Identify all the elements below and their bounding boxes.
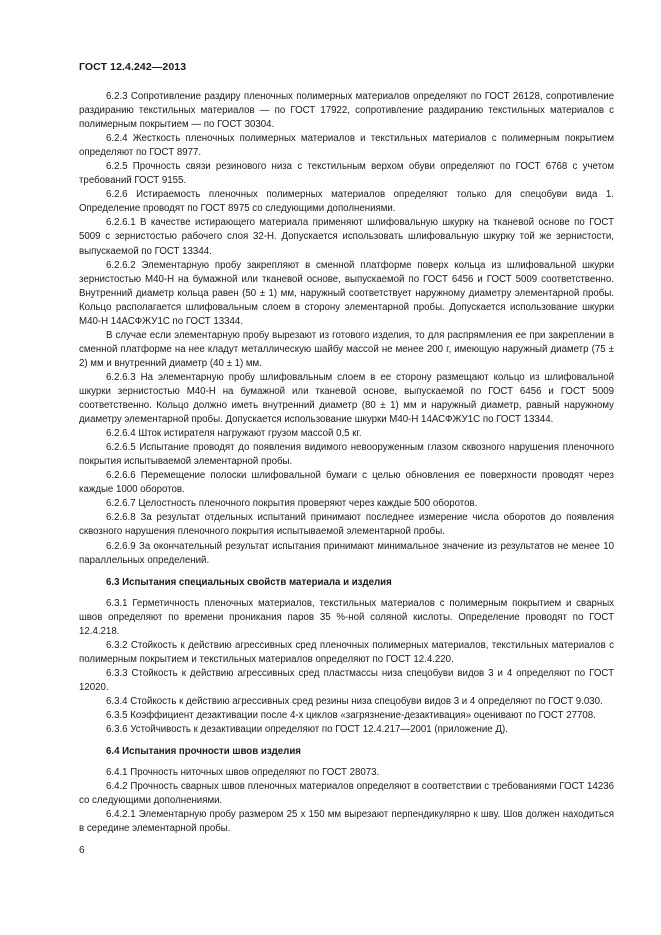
paragraph-6-2-6-4: 6.2.6.4 Шток истирателя нагружают грузом массой 0,5 кг. bbox=[106, 428, 362, 440]
paragraph-6-2-3: 6.2.3 Сопротивление раздиру пленочных полимерных материалов определяют по ГОСТ 26128, сопротивление раздиранию текстильных материалов — по ГОСТ 17922, сопротивление раздиранию текстильных материалов с полимерным покрытием — по ГОСТ 30304. bbox=[79, 91, 614, 131]
paragraph-6-4-1: 6.4.1 Прочность ниточных швов определяют по ГОСТ 28073. bbox=[106, 767, 380, 779]
document-header: ГОСТ 12.4.242—2013 bbox=[79, 61, 187, 73]
section-heading-6-4: 6.4 Испытания прочности швов изделия bbox=[106, 746, 301, 758]
paragraph-6-2-6-9: 6.2.6.9 За окончательный результат испытания принимают минимальное значение из результатов не менее 10 параллельных определений. bbox=[79, 540, 614, 566]
paragraph-6-2-5: 6.2.5 Прочность связи резинового низа с текстильным верхом обуви определяют по ГОСТ 6768 с учетом требований ГОСТ 9155. bbox=[79, 161, 614, 187]
paragraph-6-2-6-2-cont: В случае если элементарную пробу вырезают из готового изделия, то для распрямления ее при закреплении в сменной платформе на нее кладут металлическую шайбу массой не менее 200 г, имеющую наружный диаметр (75 ± 2) мм и внутренний диаметр (40 ± 1) мм. bbox=[79, 329, 614, 369]
paragraph-6-3-3: 6.3.3 Стойкость к действию агрессивных сред пластмассы низа спецобуви видов 3 и 4 определяют по ГОСТ 12020. bbox=[79, 667, 614, 693]
paragraph-6-3-6: 6.3.6 Устойчивость к дезактивации определяют по ГОСТ 12.4.217—2001 (приложение Д). bbox=[106, 724, 508, 736]
page-number: 6 bbox=[79, 845, 85, 856]
paragraph-6-3-1: 6.3.1 Герметичность пленочных материалов, текстильных материалов с полимерным покрытием и сварных швов определяют по времени проникания паров 35 %-ной соляной кислоты. Определение проводят по ГОСТ 12.4.218. bbox=[79, 597, 614, 637]
paragraph-6-3-5: 6.3.5 Коэффициент дезактивации после 4-х циклов «загрязнение-дезактивация» оценивают по ГОСТ 27708. bbox=[106, 710, 596, 722]
paragraph-6-2-6-1: 6.2.6.1 В качестве истирающего материала применяют шлифовальную шкурку на тканевой основе по ГОСТ 5009 с зернистостью рабочего слоя 32-Н. Допускается использовать шлифовальную шкурку той же зернистости, выпускаемой по ГОСТ 13344. bbox=[79, 217, 614, 257]
paragraph-6-2-6: 6.2.6 Истираемость пленочных полимерных материалов определяют только для спецобуви вида 1. Определение проводят по ГОСТ 8975 со следующими дополнениями. bbox=[79, 189, 614, 215]
paragraph-6-3-4: 6.3.4 Стойкость к действию агрессивных сред резины низа спецобуви видов 3 и 4 определяют по ГОСТ 9.030. bbox=[106, 695, 603, 707]
paragraph-6-2-4: 6.2.4 Жесткость пленочных полимерных материалов и текстильных материалов с полимерным покрытием определяют по ГОСТ 8977. bbox=[79, 133, 614, 159]
paragraph-6-2-6-5: 6.2.6.5 Испытание проводят до появления видимого невооруженным глазом сквозного нарушения пленочного покрытия испытываемой элементарной пробы. bbox=[79, 442, 614, 468]
paragraph-6-2-6-6: 6.2.6.6 Перемещение полоски шлифовальной бумаги с целью обновления ее поверхности проводят через каждые 1000 оборотов. bbox=[79, 470, 614, 496]
section-heading-6-3: 6.3 Испытания специальных свойств материала и изделия bbox=[106, 576, 392, 588]
paragraph-6-4-2: 6.4.2 Прочность сварных швов пленочных материалов определяют в соответствии с требованиями ГОСТ 14236 со следующими дополнениями. bbox=[79, 781, 614, 807]
document-body bbox=[79, 90, 614, 836]
paragraph-6-2-6-2: 6.2.6.2 Элементарную пробу закрепляют в сменной платформе поверх кольца из шлифовальной шкурки зернистостью М40-Н на бумажной или тканевой основе, выпускаемой по ГОСТ 6456 и ГОСТ 5009 соответственно. Внутренний диаметр кольца равен (50 ± 1) мм, наружный соответствует наружному диаметру элементарной пробы. Кольцо располагается шлифовальным слоем в сторону элементарной пробы. Допускается использование шкурки М40-Н 14АСФЖУ1С по ГОСТ 13344. bbox=[79, 259, 614, 327]
paragraph-6-4-2-1: 6.4.2.1 Элементарную пробу размером 25 х 150 мм вырезают перпендикулярно к шву. Шов должен находиться в середине элементарной пробы. bbox=[79, 809, 614, 835]
paragraph-6-2-6-8: 6.2.6.8 За результат отдельных испытаний принимают последнее измерение числа оборотов до появления сквозного нарушения пленочного покрытия испытываемой элементарной пробы. bbox=[79, 512, 614, 538]
paragraph-6-3-2: 6.3.2 Стойкость к действию агрессивных сред пленочных полимерных материалов, текстильных материалов с полимерным покрытием и текстильных материалов определяют по ГОСТ 12.4.220. bbox=[79, 639, 614, 665]
paragraph-6-2-6-7: 6.2.6.7 Целостность пленочного покрытия проверяют через каждые 500 оборотов. bbox=[106, 498, 478, 510]
paragraph-6-2-6-3: 6.2.6.3 На элементарную пробу шлифовальным слоем в ее сторону размещают кольцо из шлифовальной шкурки зернистостью М40-Н на бумажной или тканевой основе, выпускаемой по ГОСТ 6456 и ГОСТ 5009 соответственно. Кольцо должно иметь внутренний диаметр (80 ± 1) мм и наружный диаметр, равный наружному диаметру элементарной пробы. Допускается использование шкурки М40-Н 14АСФЖУ1С по ГОСТ 13344. bbox=[79, 371, 614, 426]
